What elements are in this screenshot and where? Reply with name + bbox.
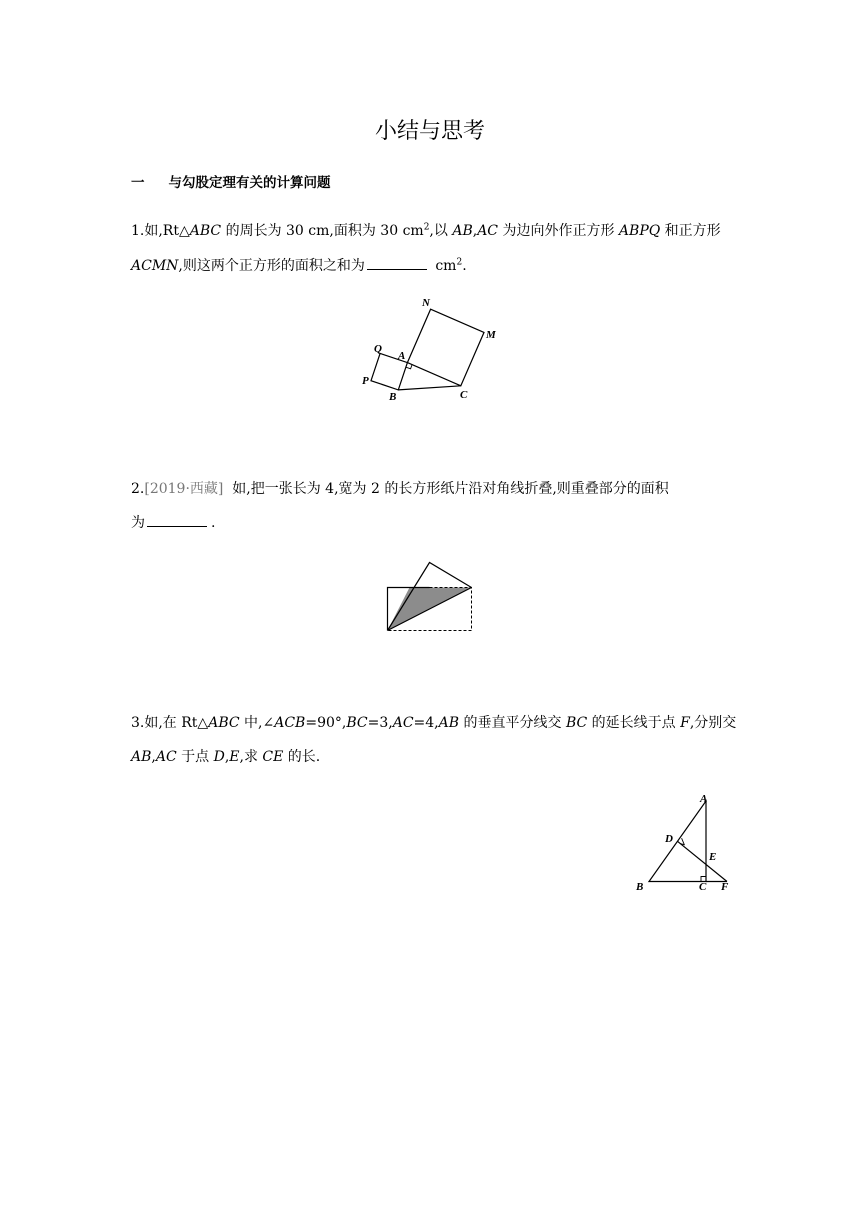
q3-line1: 3.如,在 Rt△ABC 中,∠ACB=90°,BC=3,AC=4,AB 的垂直平分线交 BC 的延长线于点 F,分别交 [131,715,737,731]
section-number: 一 [131,175,145,191]
label-e: E [709,851,717,863]
label-c: C [460,389,468,401]
label-a: A [398,350,406,362]
label-n: N [422,297,430,309]
label-d: D [665,833,673,845]
q2-line1: 2.[2019·西藏] 如,把一张长为 4,宽为 2 的长方形纸片沿对角线折叠,则重叠部分的面积 [131,481,669,497]
q2-answer-blank[interactable] [147,514,207,527]
triangle-abc [649,801,706,882]
label-m: M [486,329,496,341]
section-heading [131,171,331,191]
label-b: B [389,391,397,403]
page-title: 小结与思考 [374,119,485,144]
q1-line2: ACMN,则这两个正方形的面积之和为 $cm^2$. [131,257,467,274]
label-f: F [721,881,729,893]
label-a: A [700,793,708,805]
square-acmn [407,309,484,386]
label-q: Q [374,343,382,355]
q3-figure [630,786,740,898]
q2-figure [380,558,480,638]
label-c: C [699,881,707,893]
q3-line2: AB,AC 于点 D,E,求 CE 的长. [131,749,321,765]
section-title: 与勾股定理有关的计算问题 [168,175,331,191]
label-b: B [636,881,644,893]
q1-answer-blank[interactable] [367,257,427,270]
right-angle-d [680,838,684,845]
q1-figure [355,292,515,404]
perpendicular-bisector [678,841,728,881]
q2-source: [2019·西藏] [144,481,224,497]
q2-line2: 为 . [131,515,216,531]
side-bc [398,386,461,390]
label-p: P [362,375,369,387]
q1-line1: 1.如,Rt△ABC 的周长为 30 cm,面积为 30 $cm^2$,以 AB,AC 为边向外作正方形 ABPQ 和正方形 [131,222,721,239]
